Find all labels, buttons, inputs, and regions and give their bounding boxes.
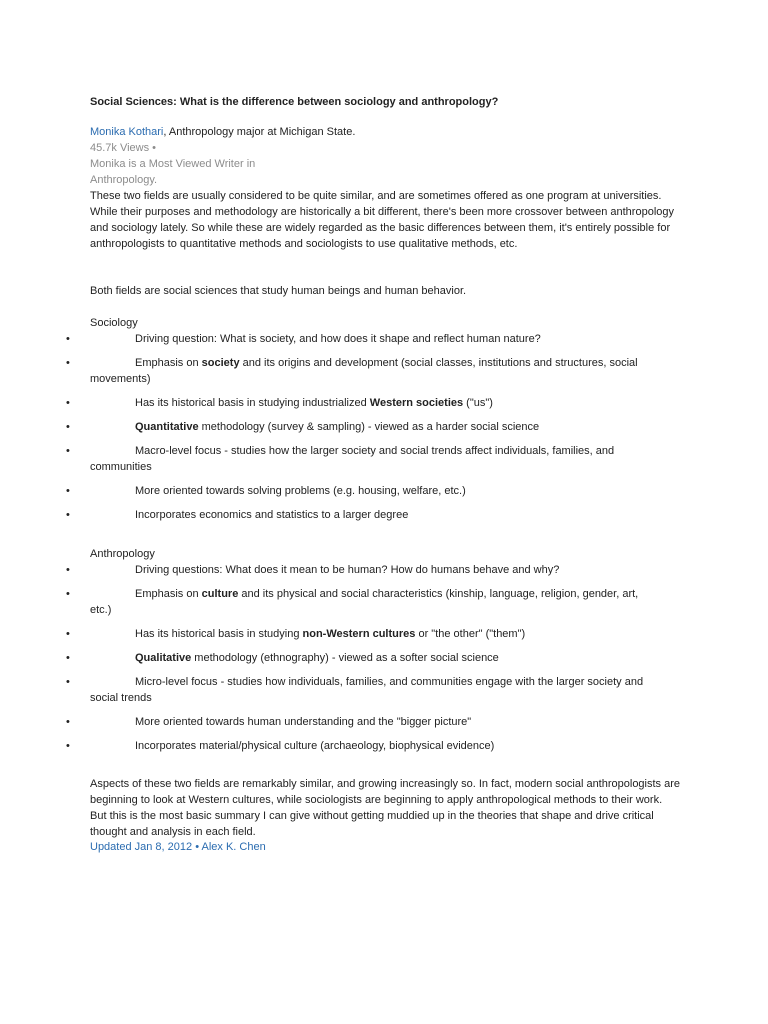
list-item-text (60, 674, 680, 690)
list-item-continuation: movements) (90, 373, 151, 385)
list-item-text (60, 626, 680, 642)
list-item-text (60, 443, 680, 459)
author-name-link[interactable]: Monika Kothari (90, 126, 164, 138)
sociology-list-item (60, 355, 680, 387)
sociology-list-item (60, 483, 680, 499)
list-item-emphasis: Quantitative (135, 421, 199, 433)
list-item-text-part: Micro-level focus - studies how individuals, families, and communities engage with the larger society and (135, 676, 644, 688)
list-item-emphasis: non-Western cultures (302, 628, 416, 640)
list-item-continuation: social trends (90, 692, 152, 704)
bullet-icon: • (66, 676, 70, 688)
sociology-heading: Sociology (90, 317, 138, 329)
question-text: : What is the difference between sociology and anthropology? (173, 96, 499, 108)
list-item-emphasis: culture (201, 588, 239, 600)
list-item-text-part: More oriented towards solving problems (e.g. housing, welfare, etc.) (135, 485, 466, 497)
bullet-icon: • (66, 397, 70, 409)
author-line (90, 124, 680, 140)
anthropology-list (60, 562, 680, 762)
bullet-icon: • (66, 485, 70, 497)
anthropology-list-item (60, 626, 680, 642)
list-item-text-part: methodology (survey & sampling) - viewed as a harder social science (198, 421, 540, 433)
list-item-text-part: More oriented towards human understanding and the "bigger picture" (135, 716, 472, 728)
sociology-list-item (60, 507, 680, 523)
list-item-text (60, 355, 680, 371)
most-viewed-writer-line2[interactable]: Anthropology. (90, 174, 158, 186)
closing-paragraph: Aspects of these two fields are remarkably similar, and growing increasingly so. In fact, modern social anthropologists are beginning to look at Western cultures, while sociologists are beginning to apply anthropological methods to their work. But this is the most basic summary I can give without getting muddied up in the theories that shape and drive critical thought and analysis in each field. (90, 778, 681, 838)
list-item-text-part: Macro-level focus - studies how the larger society and social trends affect individuals, families, and (135, 445, 615, 457)
most-viewed-writer-line1[interactable]: Monika is a Most Viewed Writer in (90, 158, 256, 170)
list-item-text-part: or "the other" ("them") (415, 628, 526, 640)
bullet-icon: • (66, 333, 70, 345)
bullet-icon: • (66, 740, 70, 752)
sociology-list-item (60, 443, 680, 475)
list-item-text-part: Driving questions: What does it mean to be human? How do humans behave and why? (135, 564, 560, 576)
author-meta (90, 140, 680, 188)
category-label[interactable]: Social Sciences (90, 96, 174, 108)
intro-paragraph: These two fields are usually considered to be quite similar, and are sometimes offered as one program at universities. While their purposes and methodology are historically a bit different, there's been more crossover between anthropology and sociology lately. So while these are widely regarded as the basic differences between them, it's entirely possible for anthropologists to quantitative methods and sociologists to use qualitative methods, etc. (90, 190, 674, 250)
question-title (90, 94, 680, 110)
bullet-icon: • (66, 509, 70, 521)
list-item-text (60, 395, 680, 411)
sociology-list (60, 331, 680, 531)
list-item-text (60, 562, 680, 578)
list-item-text (60, 650, 680, 666)
bullet-icon: • (66, 652, 70, 664)
author-credential: , Anthropology major at Michigan State. (163, 126, 356, 138)
both-fields-paragraph: Both fields are social sciences that study human beings and human behavior. (90, 285, 467, 297)
list-item-text (60, 331, 680, 347)
sociology-list-item (60, 419, 680, 435)
anthropology-heading: Anthropology (90, 548, 155, 560)
list-item-text (60, 483, 680, 499)
anthropology-list-item (60, 674, 680, 706)
list-item-text (60, 714, 680, 730)
list-item-text (60, 586, 680, 602)
list-item-text-part: Has its historical basis in studying industrialized (135, 397, 370, 409)
anthropology-list-item (60, 586, 680, 618)
sociology-list-item (60, 395, 680, 411)
updated-link[interactable]: Updated Jan 8, 2012 • Alex K. Chen (90, 841, 266, 853)
bullet-icon: • (66, 628, 70, 640)
sociology-list-item (60, 331, 680, 347)
anthropology-list-item (60, 714, 680, 730)
list-item-text-part: Has its historical basis in studying (135, 628, 303, 640)
list-item-emphasis: society (201, 357, 240, 369)
bullet-icon: • (66, 445, 70, 457)
bullet-icon: • (66, 716, 70, 728)
anthropology-list-item (60, 650, 680, 666)
bullet-icon: • (66, 357, 70, 369)
list-item-emphasis: Qualitative (135, 652, 192, 664)
view-count: 45.7k Views • (90, 142, 157, 154)
list-item-text-part: methodology (ethnography) - viewed as a softer social science (191, 652, 499, 664)
list-item-continuation: etc.) (90, 604, 112, 616)
list-item-text (60, 419, 680, 435)
anthropology-list-item (60, 562, 680, 578)
bullet-icon: • (66, 421, 70, 433)
list-item-text-part: and its physical and social characteristics (kinship, language, religion, gender, art, (238, 588, 639, 600)
list-item-text-part: and its origins and development (social classes, institutions and structures, social (239, 357, 638, 369)
list-item-text-part: Emphasis on (135, 588, 202, 600)
list-item-continuation: communities (90, 461, 152, 473)
list-item-text (60, 507, 680, 523)
list-item-text-part: Driving question: What is society, and how does it shape and reflect human nature? (135, 333, 541, 345)
list-item-text-part: Incorporates material/physical culture (archaeology, biophysical evidence) (135, 740, 495, 752)
bullet-icon: • (66, 564, 70, 576)
anthropology-list-item (60, 738, 680, 754)
list-item-text-part: ("us") (463, 397, 493, 409)
list-item-emphasis: Western societies (369, 397, 464, 409)
bullet-icon: • (66, 588, 70, 600)
list-item-text-part: Emphasis on (135, 357, 202, 369)
list-item-text (60, 738, 680, 754)
list-item-text-part: Incorporates economics and statistics to a larger degree (135, 509, 409, 521)
